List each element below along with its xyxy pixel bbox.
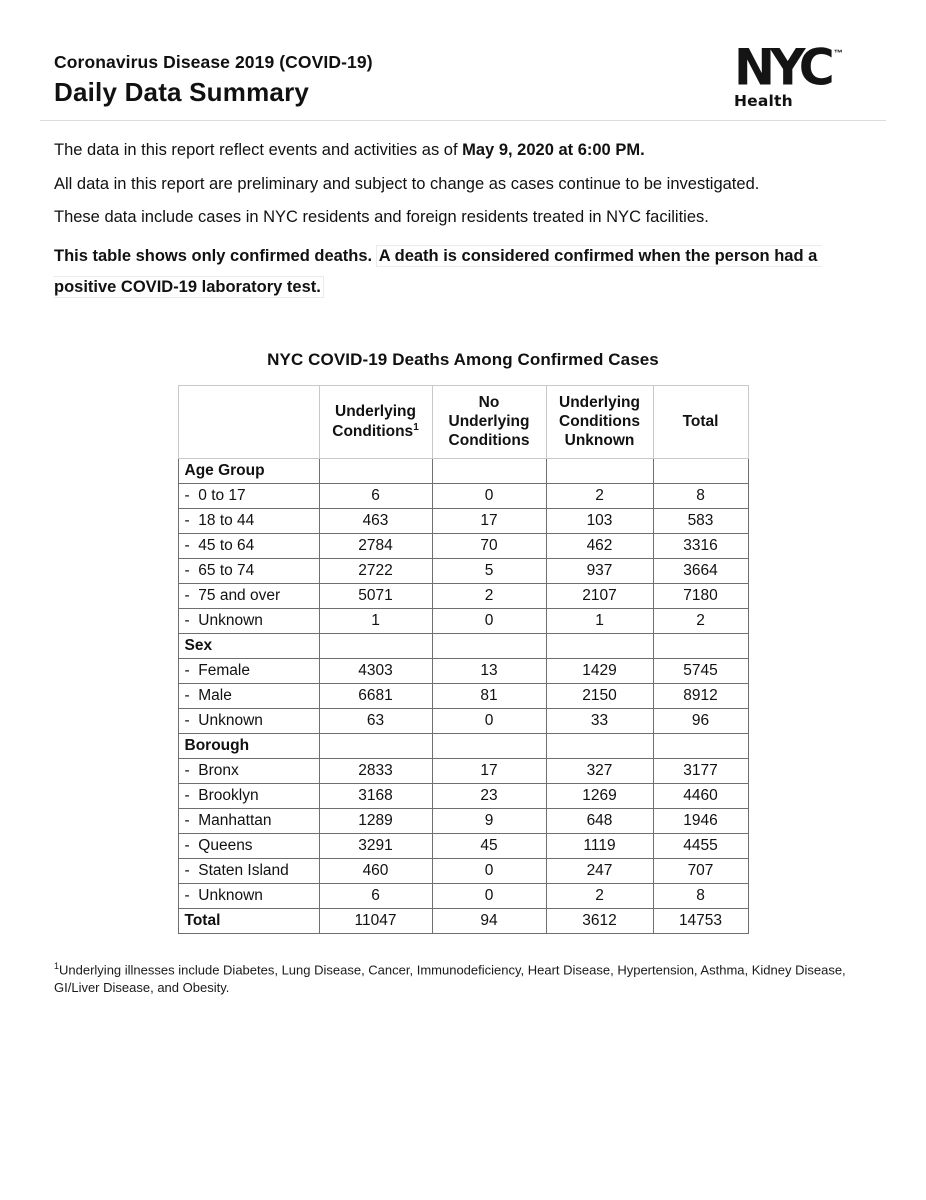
header-underlying-conditions-text: Underlying Conditions — [332, 403, 416, 440]
cell — [653, 633, 748, 658]
table-row — [178, 758, 748, 783]
table-row — [178, 508, 748, 533]
page-title: Daily Data Summary — [54, 76, 310, 107]
cell — [653, 733, 748, 758]
cell — [432, 458, 546, 483]
table-header — [178, 385, 748, 458]
cell: 2150 — [546, 683, 653, 708]
table-row — [178, 608, 748, 633]
cell — [653, 458, 748, 483]
cell — [432, 633, 546, 658]
cell: 13 — [432, 658, 546, 683]
table-row — [178, 833, 748, 858]
cell: 1269 — [546, 783, 653, 808]
cell: 460 — [319, 858, 432, 883]
cell: 1946 — [653, 808, 748, 833]
cell: 11047 — [319, 908, 432, 933]
confirmed-deaths-paragraph — [54, 241, 870, 303]
cell: 583 — [653, 508, 748, 533]
table-row — [178, 483, 748, 508]
cell: 5745 — [653, 658, 748, 683]
header-row — [178, 385, 748, 458]
table-row — [178, 533, 748, 558]
cell: 2784 — [319, 533, 432, 558]
cell: 5071 — [319, 583, 432, 608]
cell: 17 — [432, 508, 546, 533]
health-logo-text: Health — [734, 92, 793, 111]
header-conditions-unknown: Underlying Conditions Unknown — [546, 385, 653, 458]
cell: 2107 — [546, 583, 653, 608]
row-label: - Queens — [178, 833, 319, 858]
table-row — [178, 883, 748, 908]
report-suptitle: Coronavirus Disease 2019 (COVID-19) — [54, 52, 373, 72]
cell: 33 — [546, 708, 653, 733]
footnote-sup: 1 — [54, 960, 60, 971]
cell: 0 — [432, 608, 546, 633]
cell: 5 — [432, 558, 546, 583]
residents-paragraph: These data include cases in NYC residents and foreign residents treated in NYC facilities. — [54, 208, 709, 227]
section-row-borough — [178, 733, 748, 758]
table-body — [178, 458, 748, 933]
cell: 0 — [432, 483, 546, 508]
cell: 45 — [432, 833, 546, 858]
row-label: - Unknown — [178, 883, 319, 908]
row-label: - 0 to 17 — [178, 483, 319, 508]
cell: 648 — [546, 808, 653, 833]
trademark-symbol: ™ — [833, 48, 843, 58]
row-label: - 75 and over — [178, 583, 319, 608]
cell: 937 — [546, 558, 653, 583]
cell: 1429 — [546, 658, 653, 683]
as-of-paragraph — [54, 140, 870, 160]
cell: 70 — [432, 533, 546, 558]
cell: 3664 — [653, 558, 748, 583]
row-label: - 18 to 44 — [178, 508, 319, 533]
table-row — [178, 808, 748, 833]
confirmed-deaths-lead: This table shows only confirmed deaths. — [54, 246, 377, 265]
cell: 6681 — [319, 683, 432, 708]
cell: 8 — [653, 883, 748, 908]
table-title: NYC COVID-19 Deaths Among Confirmed Cases — [267, 349, 659, 369]
cell: 2722 — [319, 558, 432, 583]
as-of-date: May 9, 2020 at 6:00 PM. — [462, 141, 645, 160]
nyc-logo-row — [734, 38, 870, 97]
cell: 2 — [653, 608, 748, 633]
cell: 0 — [432, 883, 546, 908]
row-label: - Bronx — [178, 758, 319, 783]
cell: 63 — [319, 708, 432, 733]
cell: 2 — [546, 883, 653, 908]
row-label: - Brooklyn — [178, 783, 319, 808]
cell: 23 — [432, 783, 546, 808]
cell: 1 — [546, 608, 653, 633]
preliminary-paragraph: All data in this report are preliminary and subject to change as cases continue to be investigated. — [54, 174, 760, 193]
table-row — [178, 658, 748, 683]
cell: 81 — [432, 683, 546, 708]
row-label: - Female — [178, 658, 319, 683]
cell: 6 — [319, 883, 432, 908]
cell: 0 — [432, 708, 546, 733]
header-empty-cell — [178, 385, 319, 458]
confirmed-definition-highlight: A death is considered confirmed when the person had a positive COVID-19 laboratory test. — [54, 246, 822, 296]
cell — [319, 458, 432, 483]
cell: 3177 — [653, 758, 748, 783]
row-label: Borough — [178, 733, 319, 758]
cell: 4303 — [319, 658, 432, 683]
table-row — [178, 783, 748, 808]
cell: 0 — [432, 858, 546, 883]
cell: 463 — [319, 508, 432, 533]
cell — [546, 733, 653, 758]
intro-paragraphs — [54, 140, 870, 303]
cell: 3612 — [546, 908, 653, 933]
report-header — [0, 0, 926, 110]
section-row-sex — [178, 633, 748, 658]
nyc-health-logo — [734, 38, 870, 111]
header-divider — [40, 120, 886, 121]
row-label: Age Group — [178, 458, 319, 483]
table-row — [178, 558, 748, 583]
cell: 462 — [546, 533, 653, 558]
nyc-logo-text: NYC — [734, 38, 830, 97]
cell: 2 — [432, 583, 546, 608]
table-row — [178, 583, 748, 608]
table-row — [178, 708, 748, 733]
cell: 7180 — [653, 583, 748, 608]
row-label: - Male — [178, 683, 319, 708]
row-label: Sex — [178, 633, 319, 658]
cell — [432, 733, 546, 758]
cell: 17 — [432, 758, 546, 783]
cell: 1289 — [319, 808, 432, 833]
deaths-table — [178, 385, 749, 934]
total-row — [178, 908, 748, 933]
cell: 1 — [319, 608, 432, 633]
as-of-text: The data in this report reflect events and activities as of — [54, 141, 463, 160]
header-underlying-conditions — [319, 385, 432, 458]
cell: 247 — [546, 858, 653, 883]
row-label: - Unknown — [178, 708, 319, 733]
cell: 2 — [546, 483, 653, 508]
title-block — [54, 52, 373, 108]
cell: 8912 — [653, 683, 748, 708]
cell: 3316 — [653, 533, 748, 558]
cell: 2833 — [319, 758, 432, 783]
cell: 3168 — [319, 783, 432, 808]
cell: 3291 — [319, 833, 432, 858]
cell: 1119 — [546, 833, 653, 858]
cell — [319, 733, 432, 758]
row-label: - Manhattan — [178, 808, 319, 833]
row-label: - Unknown — [178, 608, 319, 633]
cell — [546, 633, 653, 658]
cell: 14753 — [653, 908, 748, 933]
footnote — [54, 960, 856, 996]
row-label: - 45 to 64 — [178, 533, 319, 558]
cell: 4455 — [653, 833, 748, 858]
cell — [546, 458, 653, 483]
section-row-age-group — [178, 458, 748, 483]
cell: 9 — [432, 808, 546, 833]
cell: 103 — [546, 508, 653, 533]
cell: 8 — [653, 483, 748, 508]
cell — [319, 633, 432, 658]
footnote-text: Underlying illnesses include Diabetes, Lung Disease, Cancer, Immunodeficiency, Heart Disease, Hypertension, Asthma, Kidney Disease, GI/Liver Disease, and Obesity. — [54, 962, 850, 995]
row-label: Total — [178, 908, 319, 933]
cell: 6 — [319, 483, 432, 508]
footnote-marker: 1 — [413, 421, 419, 433]
row-label: - Staten Island — [178, 858, 319, 883]
table-row — [178, 858, 748, 883]
table-row — [178, 683, 748, 708]
cell: 707 — [653, 858, 748, 883]
header-no-underlying-conditions: No Underlying Conditions — [432, 385, 546, 458]
cell: 4460 — [653, 783, 748, 808]
header-total: Total — [653, 385, 748, 458]
cell: 94 — [432, 908, 546, 933]
cell: 327 — [546, 758, 653, 783]
cell: 96 — [653, 708, 748, 733]
row-label: - 65 to 74 — [178, 558, 319, 583]
